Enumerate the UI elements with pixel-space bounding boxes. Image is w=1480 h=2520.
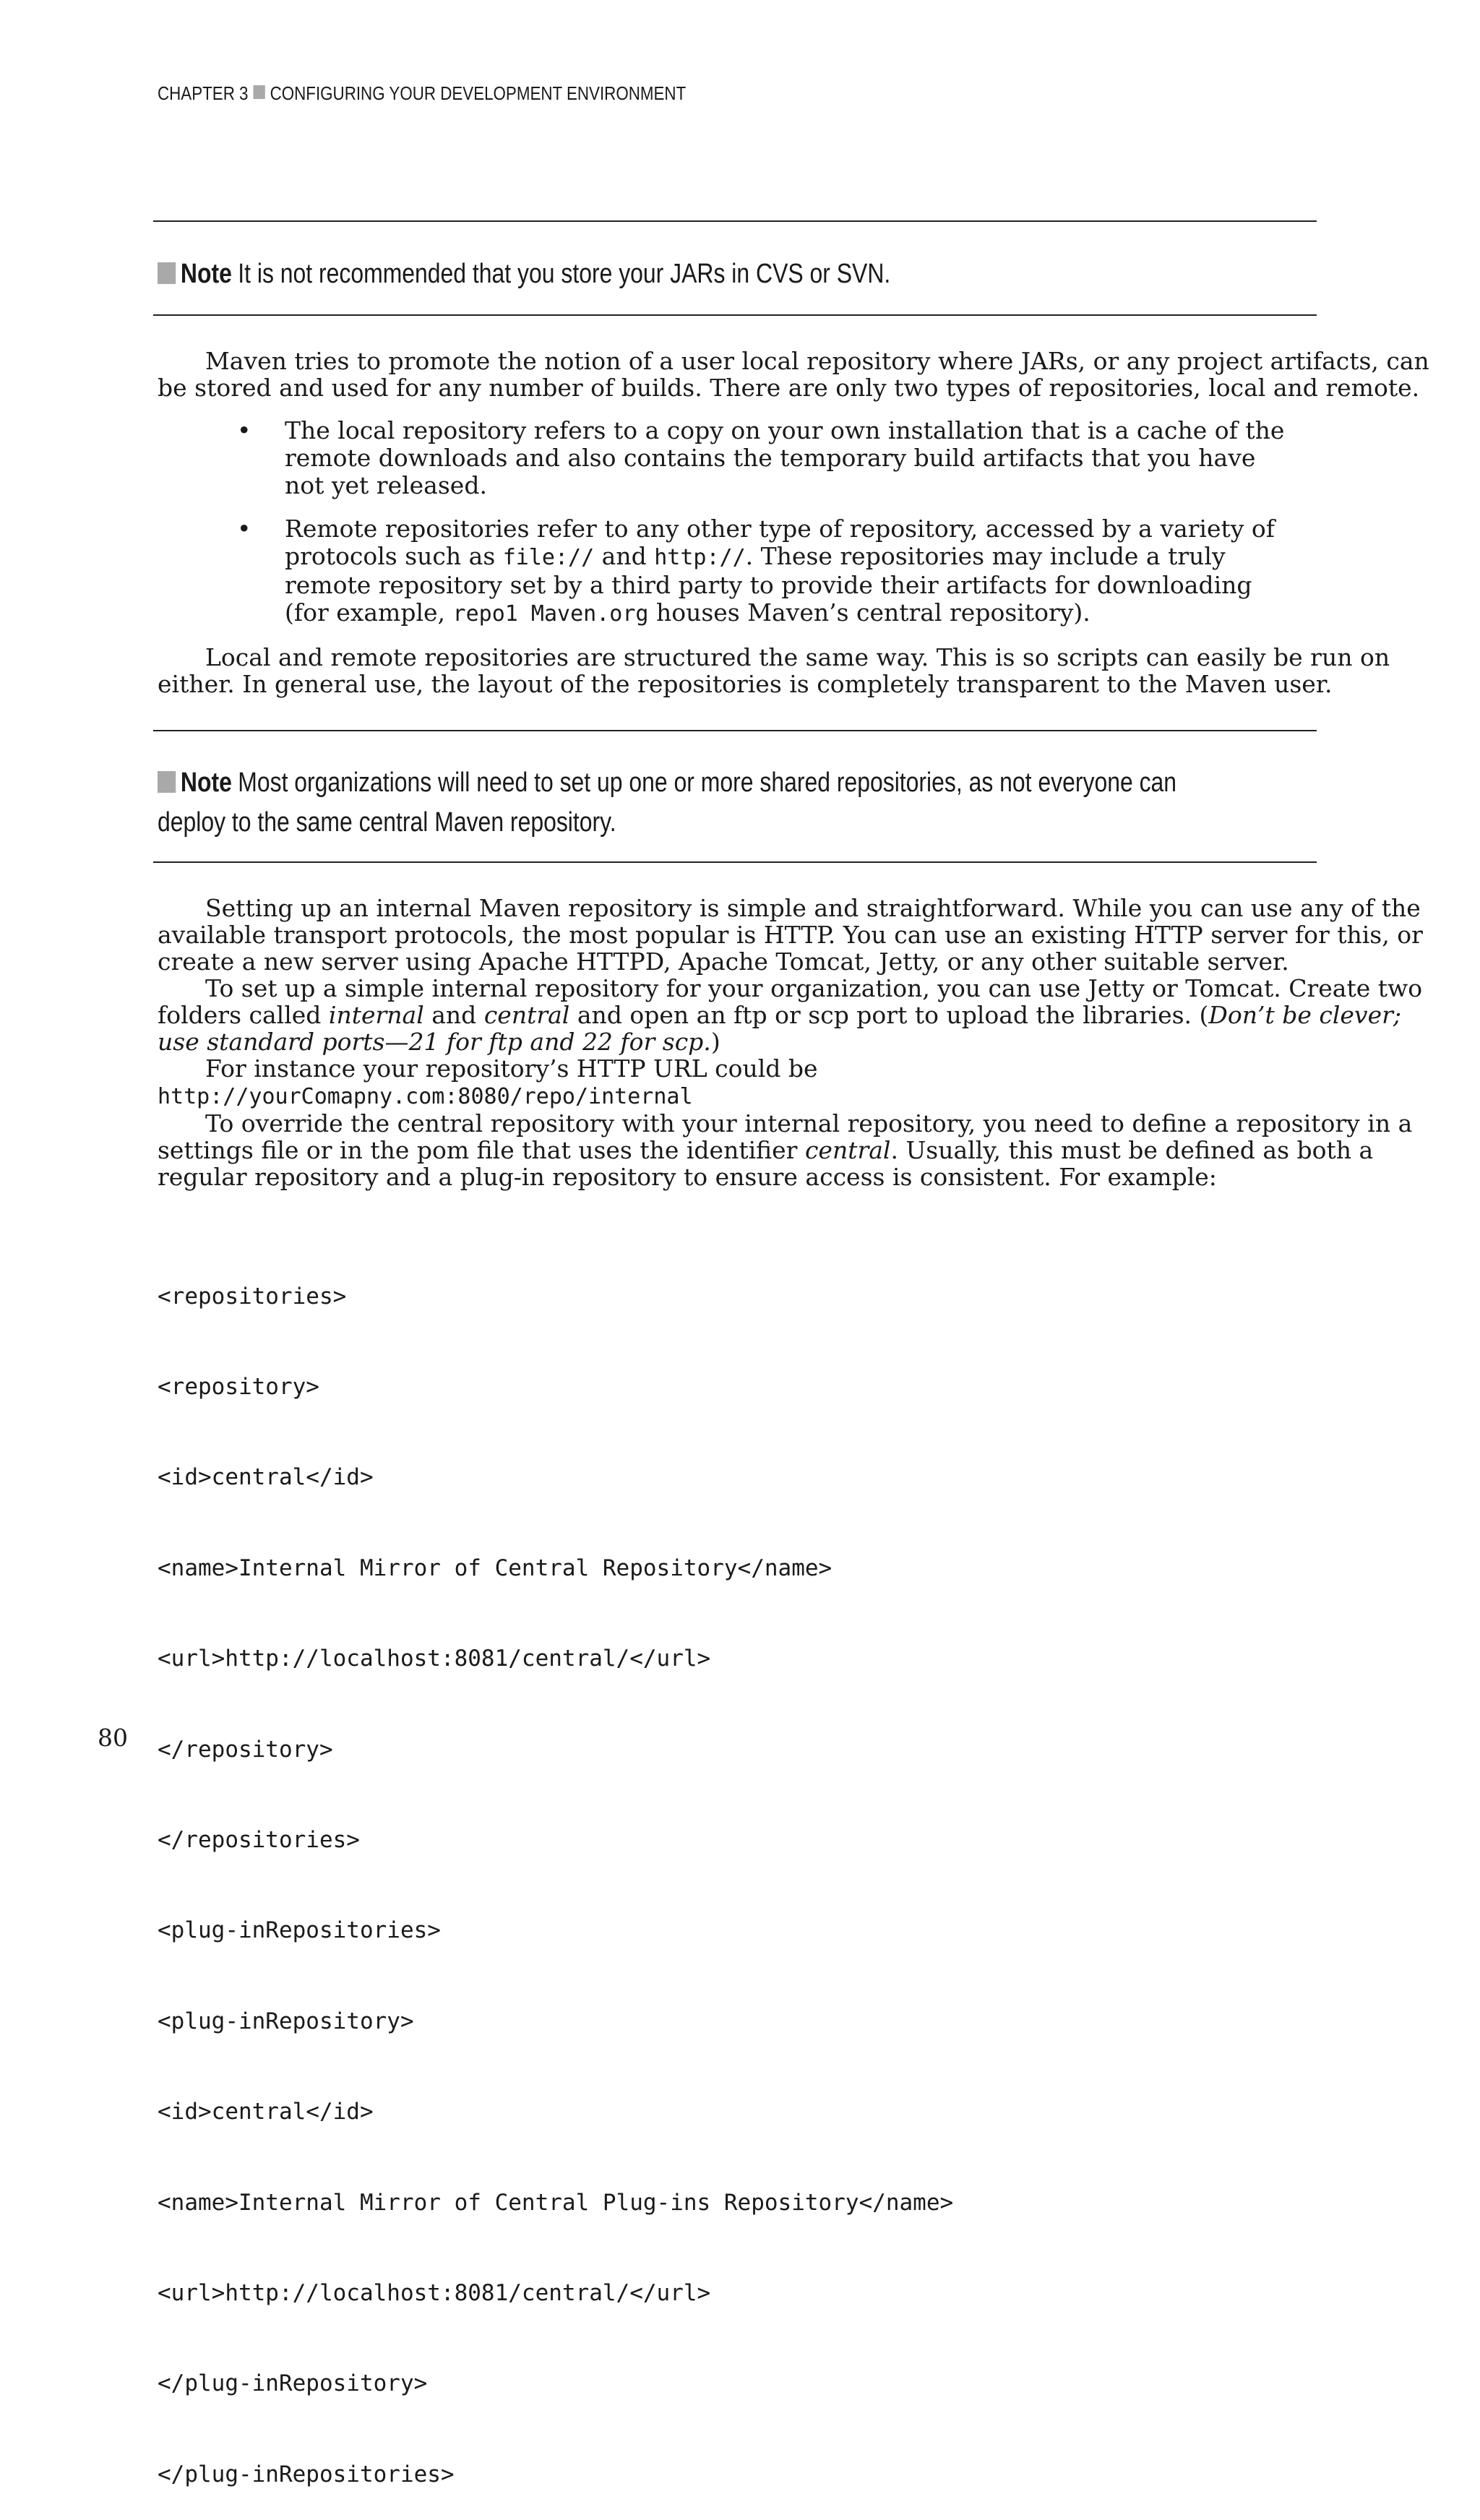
bullet-line: remote downloads and also contains the temporary build artifacts that you have (285, 444, 1256, 472)
paragraph-line: Setting up an internal Maven repository is simple and straightforward. While you can use any of the (205, 894, 1421, 922)
paragraph-line (158, 1028, 1314, 1055)
code-line: </plug-inRepositories> (158, 2461, 455, 2487)
code-line: <id>central</id> (158, 2099, 374, 2125)
bullet-dot-icon: • (237, 515, 251, 543)
bullet-dot-icon: • (237, 416, 251, 444)
paragraph-line: regular repository and a plug-in repository to ensure access is consistent. For example: (158, 1163, 1217, 1191)
note-bottom-rule (153, 861, 1317, 863)
chapter-label: CHAPTER 3 (158, 82, 249, 104)
emphasis-text: central (483, 1001, 570, 1029)
paragraph-line: available transport protocols, the most popular is HTTP. You can use an existing HTTP server for this, or (158, 921, 1423, 949)
bullet-line: not yet released. (285, 471, 487, 499)
paragraph-text: ) (710, 1028, 720, 1056)
inline-code: http:// (654, 545, 746, 570)
square-bullet-icon (158, 262, 176, 284)
code-line: <id>central</id> (158, 1464, 374, 1491)
running-head (158, 82, 686, 105)
bullet-line: The local repository refers to a copy on your own installation that is a cache of the (285, 416, 1285, 444)
code-line: </plug-inRepository> (158, 2370, 428, 2397)
note-text: It is not recommended that you store your JARs in CVS or SVN. (238, 259, 891, 289)
code-line: <plug-inRepository> (158, 2008, 414, 2034)
bullet-text: (for example, (285, 598, 453, 627)
square-bullet-icon (158, 771, 176, 793)
bullet-item (158, 515, 1314, 628)
code-line: <url>http://localhost:8081/central/</url> (158, 2279, 711, 2306)
emphasis-text: central (804, 1136, 891, 1164)
note-box (158, 254, 1220, 293)
chapter-title: CONFIGURING YOUR DEVELOPMENT ENVIRONMENT (270, 82, 687, 104)
paragraph-text: and (423, 1001, 484, 1029)
emphasis-text: use standard ports—21 for ftp and 22 for scp. (158, 1028, 711, 1056)
paragraph-line: create a new server using Apache HTTPD, Apache Tomcat, Jetty, or any other suitable server. (158, 947, 1289, 976)
bullet-text: protocols such as (285, 542, 503, 570)
paragraph-line (158, 1082, 1314, 1110)
note-label: Note (180, 259, 232, 289)
paragraph-text: folders called (158, 1001, 329, 1029)
square-bullet-icon (253, 85, 264, 99)
paragraph-line: To set up a simple internal repository for your organization, you can use Jetty or Tomcat. Create two (205, 974, 1423, 1002)
bullet-line: Remote repositories refer to any other type of repository, accessed by a variety of (285, 515, 1275, 543)
code-line: </repository> (158, 1736, 333, 1763)
paragraph-line: Local and remote repositories are structured the same way. This is so scripts can easily be run on (205, 643, 1390, 671)
emphasis-text: Don’t be clever; (1208, 1001, 1402, 1029)
paragraph (158, 643, 1390, 698)
bullet-text: houses Maven’s central repository). (648, 598, 1090, 627)
inline-code-url: http://yourComapny.com:8080/repo/internal (158, 1084, 693, 1109)
paragraph-text: and open an ftp or scp port to upload the libraries. ( (569, 1001, 1209, 1029)
note-bottom-rule (153, 314, 1317, 316)
code-line: <plug-inRepositories> (158, 1917, 441, 1944)
note-label: Note (180, 767, 232, 798)
inline-code: file:// (502, 545, 595, 570)
bullet-list (158, 417, 1314, 642)
bullet-line (285, 599, 1314, 628)
code-line: <repository> (158, 1373, 319, 1400)
inline-code: repo1 Maven.org (452, 601, 649, 627)
code-line: <name>Internal Mirror of Central Repository</name> (158, 1554, 832, 1581)
emphasis-text: internal (328, 1001, 424, 1029)
code-line: </repositories> (158, 1826, 360, 1853)
paragraph-line (158, 1136, 1374, 1164)
paragraph-line: either. In general use, the layout of the repositories is completely transparent to the Maven user. (158, 670, 1333, 698)
paragraph (158, 347, 1429, 402)
code-line: <name>Internal Mirror of Central Plug-ins Repository</name> (158, 2189, 954, 2216)
paragraph-line: For instance your repository’s HTTP URL could be (205, 1054, 818, 1083)
bullet-text: . These repositories may include a truly (745, 542, 1226, 570)
paragraph-text: settings file or in the pom file that uses the identifier (158, 1136, 805, 1164)
note-top-rule (153, 730, 1317, 731)
paragraph-line: Maven tries to promote the notion of a user local repository where JARs, or any project artifacts, can (205, 347, 1429, 375)
code-listing (158, 1221, 953, 2520)
note-text: Most organizations will need to set up one or more shared repositories, as not everyone can deploy to the same central Maven repository. (158, 767, 1177, 838)
note-top-rule (153, 220, 1317, 222)
note-box (158, 763, 1220, 843)
code-line: <repositories> (158, 1283, 347, 1310)
bullet-text: and (594, 542, 655, 570)
paragraph-line: be stored and used for any number of builds. There are only two types of repositories, local and remote. (158, 374, 1420, 402)
paragraph-line (158, 1001, 1402, 1029)
paragraph-text: . Usually, this must be defined as both a (890, 1136, 1374, 1164)
bullet-line: remote repository set by a third party to provide their artifacts for downloading (285, 571, 1252, 599)
page-number: 80 (98, 1724, 128, 1752)
bullet-line (285, 543, 1314, 572)
code-line: <url>http://localhost:8081/central/</url> (158, 1646, 711, 1672)
paragraph-line: To override the central repository with your internal repository, you need to define a repository in a (205, 1109, 1413, 1138)
bullet-item (158, 417, 1314, 499)
paragraph (158, 894, 1423, 1191)
